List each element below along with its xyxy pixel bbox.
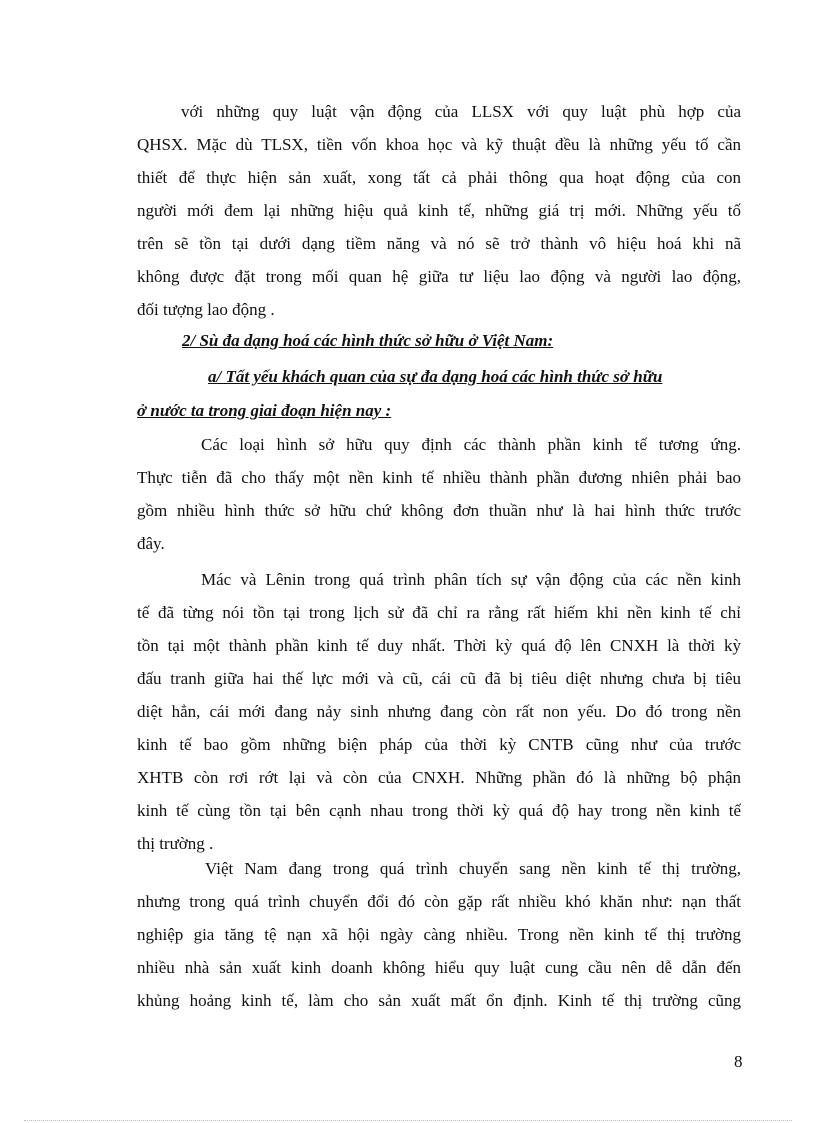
text-line: Các loại hình sở hữu quy định các thành phần kinh tế tương ứng.: [201, 435, 741, 454]
text-line: nhiều nhà sản xuất kinh doanh không hiểu quy luật cung cầu nên dễ dẫn đến: [137, 958, 741, 977]
text-line: nghiệp gia tăng tệ nạn xã hội ngày càng nhiều. Trong nền kinh tế thị trường: [137, 925, 741, 944]
text-line: nhưng trong quá trình chuyển đổi đó còn gặp rất nhiều khó khăn như: nạn thất: [137, 892, 741, 911]
paragraph-2: [137, 428, 741, 560]
text-line: không được đặt trong mối quan hệ giữa tư liệu lao động và người lao động,: [137, 267, 741, 286]
page-number: 8: [734, 1052, 743, 1071]
text-line: kinh tế bao gồm những biện pháp của thời kỳ CNTB cũng như của trước: [137, 735, 741, 754]
text-line: QHSX. Mặc dù TLSX, tiền vốn khoa học và kỹ thuật đều là những yếu tố cần: [137, 135, 741, 154]
text-line: người mới đem lại những hiệu quả kinh tế, những giá trị mới. Những yếu tố: [137, 201, 741, 220]
text-line: khủng hoảng kinh tế, làm cho sản xuất mất ổn định. Kinh tế thị trường cũng: [137, 991, 741, 1010]
text-line: tồn tại một thành phần kinh tế duy nhất. Thời kỳ quá độ lên CNXH là thời kỳ: [137, 636, 741, 655]
paragraph-1: [137, 95, 741, 326]
text-line: đấu tranh giữa hai thế lực mới và cũ, cái cũ đã bị tiêu diệt nhưng chưa bị tiêu: [137, 669, 741, 688]
text-line: Mác và Lênin trong quá trình phân tích sự vận động của các nền kinh: [201, 570, 741, 589]
paragraph-3: [137, 563, 741, 860]
text-line: Việt Nam đang trong quá trình chuyển sang nền kinh tế thị trường,: [205, 859, 741, 878]
text-line: gồm nhiều hình thức sở hữu chứ không đơn thuần như là hai hình thức trước: [137, 501, 741, 520]
text-line: kinh tế cùng tồn tại bên cạnh nhau trong thời kỳ quá độ hay trong nền kinh tế: [137, 801, 741, 820]
subsection-heading-2a-continued: ở nước ta trong giai đoạn hiện nay :: [137, 401, 392, 420]
text-line: tế đã từng nói tồn tại trong lịch sử đã chỉ ra rằng rất hiếm khi nền kinh tế chỉ: [137, 603, 741, 622]
text-line: thị trường .: [137, 834, 214, 853]
subsection-heading-2a: a/ Tất yếu khách quan của sự đa dạng hoá các hình thức sở hữu: [208, 367, 663, 386]
paragraph-4: [137, 852, 741, 1017]
text-line: trên sẽ tồn tại dưới dạng tiềm năng và nó sẽ trở thành vô hiệu hoá khi nã: [137, 234, 741, 253]
text-line: đây.: [137, 534, 165, 553]
text-line: XHTB còn rơi rớt lại và còn của CNXH. Những phần đó là những bộ phận: [137, 768, 741, 787]
text-line: thiết để thực hiện sản xuất, xong tất cả phải thông qua hoạt động của con: [137, 168, 741, 187]
section-heading-2: 2/ Sù đa dạng hoá các hình thức sở hữu ở Việt Nam:: [182, 331, 554, 350]
text-line: với những quy luật vận động của LLSX với quy luật phù hợp của: [181, 102, 741, 121]
text-line: Thực tiễn đã cho thấy một nền kinh tế nhiều thành phần đương nhiên phải bao: [137, 468, 741, 487]
page-bottom-divider: [24, 1120, 792, 1121]
text-line: đối tượng lao động .: [137, 300, 275, 319]
text-line: diệt hẳn, cái mới đang nảy sinh nhưng đang còn rất non yếu. Do đó trong nền: [137, 702, 741, 721]
